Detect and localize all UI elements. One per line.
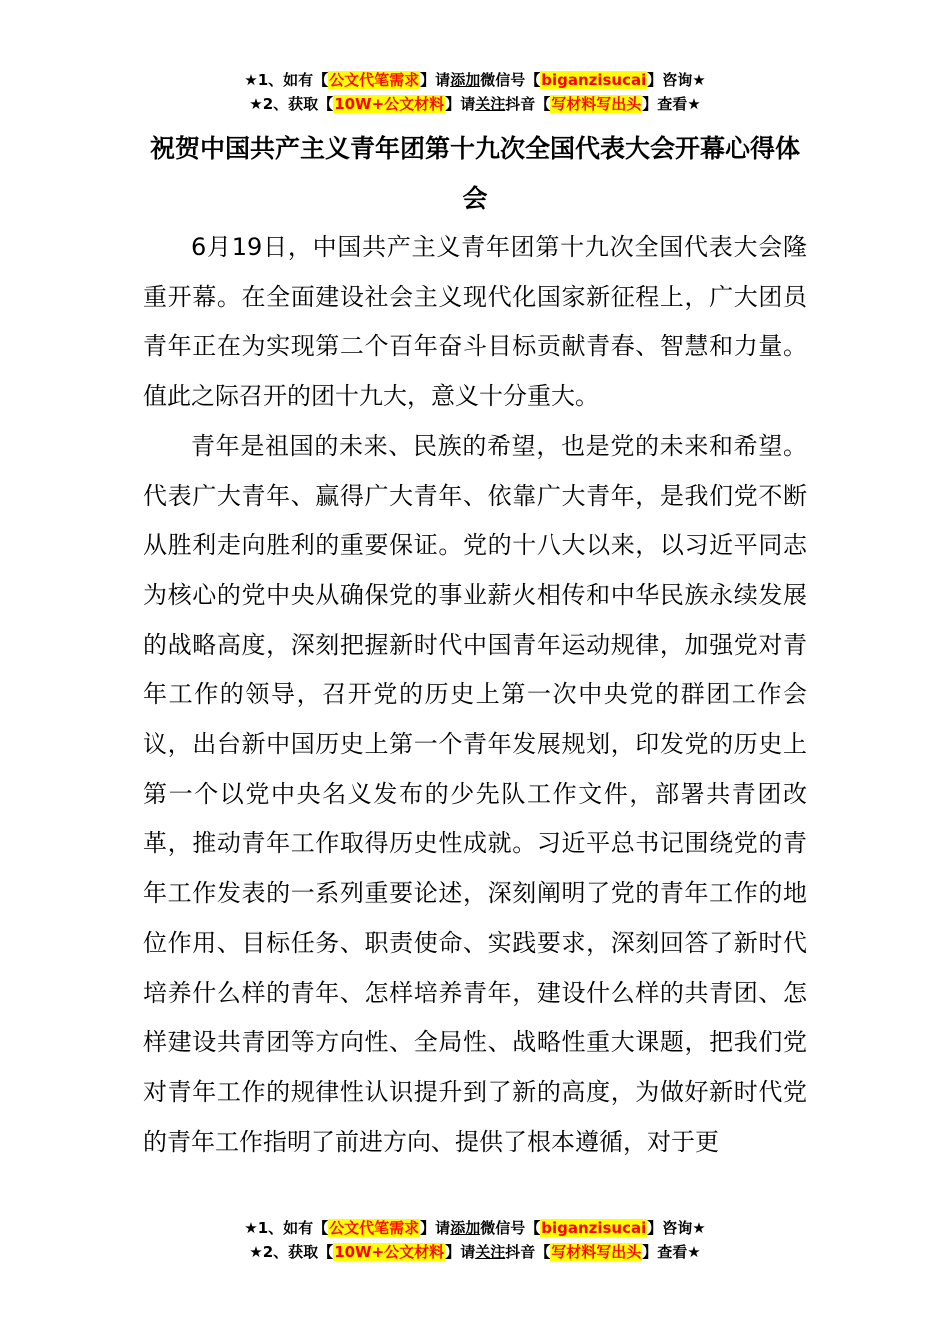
footer-banner <box>0 1216 950 1264</box>
banner-text: ★2、获取【 <box>249 95 334 113</box>
banner-highlight: biganzisucai <box>541 1219 647 1237</box>
banner-line-2 <box>0 92 950 116</box>
banner-text: ★1、如有【 <box>244 71 329 89</box>
banner-highlight: biganzisucai <box>541 71 647 89</box>
banner-text: 抖音【 <box>505 1243 551 1261</box>
banner-line-2 <box>0 1240 950 1264</box>
paragraph: 青年是祖国的未来、民族的希望，也是党的未来和希望。代表广大青年、赢得广大青年、依靠广大青年，是我们党不断从胜利走向胜利的重要保证。党的十八大以来，以习近平同志为核心的党中央从确保党的事业薪火相传和中华民族永续发展的战略高度，深刻把握新时代中国青年运动规律，加强党对青年工作的领导，召开党的历史上第一次中央党的群团工作会议，出台新中国历史上第一个青年发展规划，印发党的历史上第一个以党中央名义发布的少先队工作文件，部署共青团改革，推动青年工作取得历史性成就。习近平总书记围绕党的青年工作发表的一系列重要论述，深刻阐明了党的青年工作的地位作用、目标任务、职责使命、实践要求，深刻回答了新时代培养什么样的青年、怎样培养青年，建设什么样的共青团、怎样建设共青团等方向性、全局性、战略性重大课题，把我们党对青年工作的规律性认识提升到了新的高度，为做好新时代党的青年工作指明了前进方向、提供了根本遵循，对于更 <box>143 431 807 1156</box>
banner-line-1 <box>0 1216 950 1240</box>
banner-text: 】查看★ <box>642 1243 701 1261</box>
banner-highlight: 公文代笔需求 <box>329 1219 420 1237</box>
document-title: 祝贺中国共产主义青年团第十九次全国代表大会开幕心得体会 <box>149 134 800 213</box>
banner-underline: 添加 <box>450 1219 481 1237</box>
header-banner <box>0 68 950 116</box>
banner-text: 】查看★ <box>642 95 701 113</box>
banner-text: 】请 <box>420 1219 451 1237</box>
banner-underline: 添加 <box>450 71 481 89</box>
banner-text: 微信号【 <box>480 71 541 89</box>
banner-text: 】请 <box>445 95 476 113</box>
paragraph: 6月19日，中国共产主义青年团第十九次全国代表大会隆重开幕。在全面建设社会主义现代化国家新征程上，广大团员青年正在为实现第二个百年奋斗目标贡献青春、智慧和力量。值此之际召开的团十九大，意义十分重大。 <box>143 233 807 411</box>
banner-text: 抖音【 <box>505 95 551 113</box>
banner-text: 】请 <box>420 71 451 89</box>
banner-text: ★2、获取【 <box>249 1243 334 1261</box>
banner-highlight: 公文代笔需求 <box>329 71 420 89</box>
banner-highlight: 10W+公文材料 <box>334 95 445 113</box>
banner-highlight: 写材料写出头 <box>551 95 642 113</box>
banner-underline: 关注 <box>475 1243 506 1261</box>
banner-underline: 关注 <box>475 95 506 113</box>
banner-text: 】请 <box>445 1243 476 1261</box>
banner-text: 】咨询★ <box>647 71 706 89</box>
banner-highlight: 10W+公文材料 <box>334 1243 445 1261</box>
banner-text: ★1、如有【 <box>244 1219 329 1237</box>
document-body <box>143 223 807 1167</box>
banner-text: 】咨询★ <box>647 1219 706 1237</box>
banner-line-1 <box>0 68 950 92</box>
banner-highlight: 写材料写出头 <box>551 1243 642 1261</box>
banner-text: 微信号【 <box>480 1219 541 1237</box>
